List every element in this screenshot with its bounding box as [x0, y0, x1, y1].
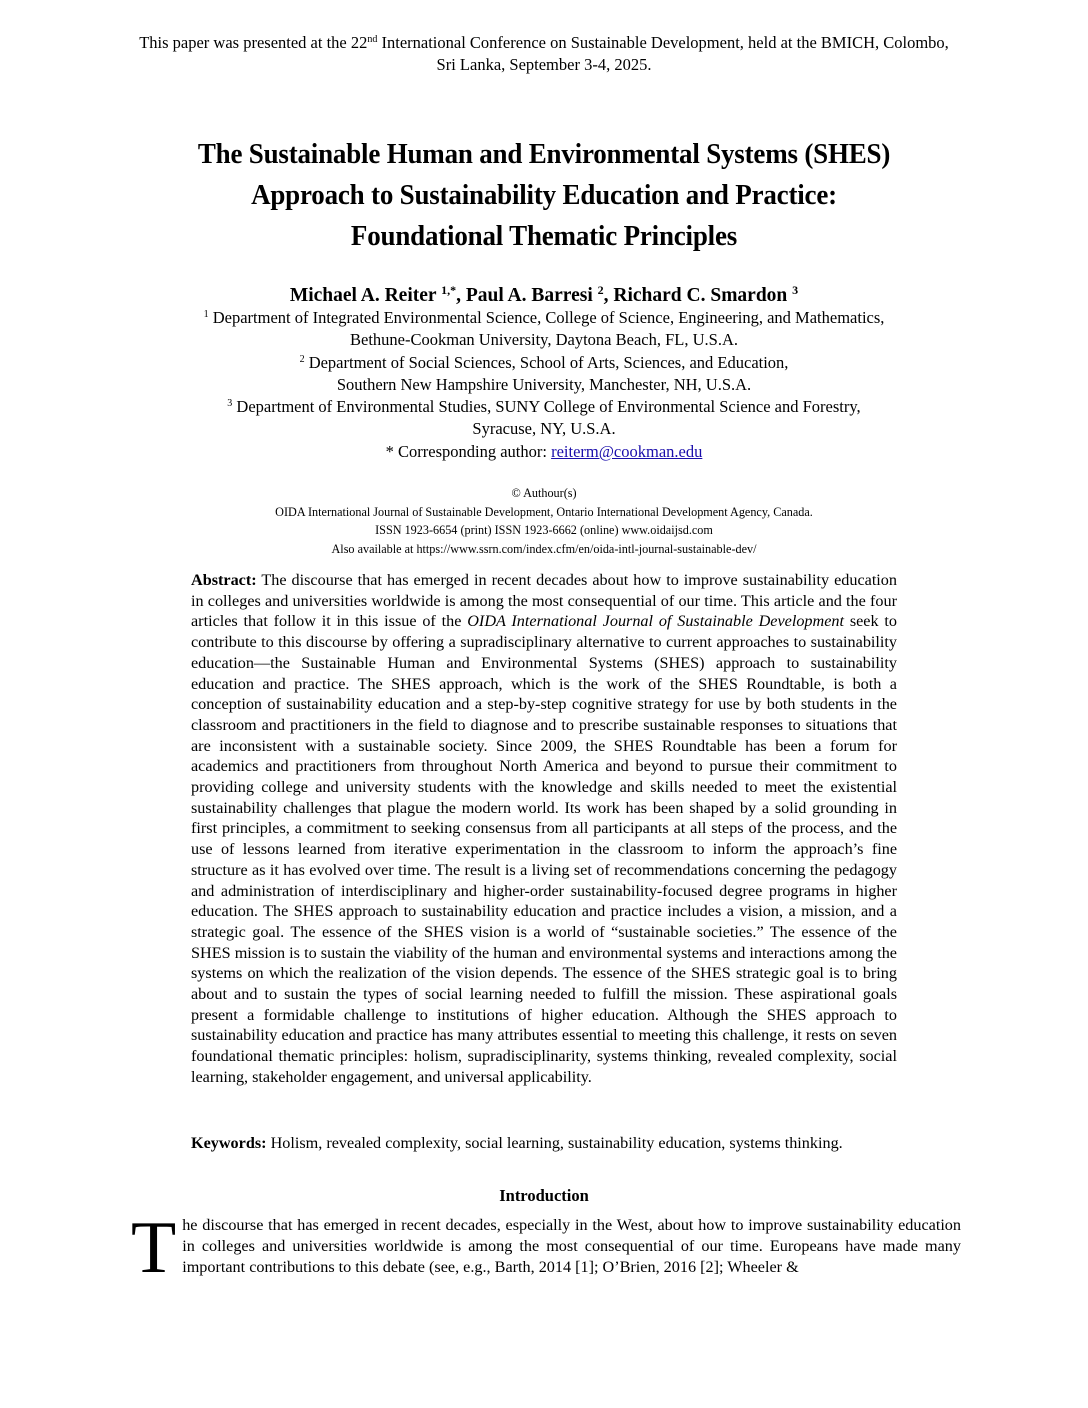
copyright-line: © Authour(s) [511, 486, 577, 500]
affiliation-text: Department of Social Sciences, School of Arts, Sciences, and Education, [308, 352, 789, 372]
keywords [191, 1133, 897, 1154]
author-list: Michael A. Reiter $^{1,*}$, Paul A. Barresi $^2$, Richard C. Smardon $^3$ [289, 283, 799, 306]
affiliations [130, 307, 958, 463]
paper-title [122, 134, 966, 257]
title-line-3: Foundational Thematic Principles [350, 220, 738, 252]
ordinal-superscript: nd [367, 34, 378, 45]
abstract [191, 570, 897, 1088]
copyright-block [130, 484, 958, 558]
affiliation-marker: 1 [203, 309, 209, 320]
affiliation-1-location: Bethune-Cookman University, Daytona Beach, FL, U.S.A. [350, 330, 738, 350]
corresponding-email-link[interactable]: reiterm@cookman.edu [551, 441, 703, 461]
affiliation-1 [130, 307, 958, 329]
drop-cap: T [131, 1207, 177, 1289]
issn-line: ISSN 1923-6654 (print) ISSN 1923-6662 (online) www.oidaijsd.com [375, 523, 713, 537]
affiliation-2 [130, 352, 958, 374]
title-line-1: The Sustainable Human and Environmental Systems (SHES) [197, 138, 891, 170]
affiliation-text: Department of Integrated Environmental Science, College of Science, Engineering, and Mathematics, [212, 308, 885, 327]
keywords-text: Holism, revealed complexity, social learning, sustainability education, systems thinking. [266, 1134, 843, 1152]
author-affiliation-marker: 2 [597, 283, 604, 297]
author-affiliation-marker: 1,* [441, 283, 457, 297]
abstract-text-continued: seek to contribute to this discourse by offering a supradisciplinary alternative to current approaches to sustainability education—the Sustainable Human and Environmental Systems (SHES) approach to sustainability education and practice. The SHES approach, which is the work of the SHES Roundtable, is both a conception of sustainability education and a step-by-step cognitive strategy for use by both students in the classroom and practitioners in the field to diagnose and to prescribe sustainable responses to situations that are inconsistent with a sustainable society. Since 2009, the SHES Roundtable has been a forum for academics and practitioners from throughout North America and beyond to pursue their commitment to providing college and university students with the knowledge and skills needed to meet the existential sustainability challenges that plague the modern world. Its work has been shaped by a solid grounding in first principles, a commitment to seeking consensus from all participants at all steps of the process, and the use of lessons learned from iterative experimentation in the classroom to inform the approach’s fine structure as it has evolved over time. The result is a living set of recommendations concerning the pedagogy and administration of interdisciplinary and higher-order sustainability-focused degree programs in higher education. The SHES approach to sustainability education and practice includes a vision, a mission, and a strategic goal. The essence of the SHES vision is a world of “sustainable societies.” The essence of the SHES mission is to sustain the viability of the human and environmental systems and interactions among the systems on which the realization of the vision depends. The essence of the SHES strategic goal is to bring about and to sustain the types of social learning needed to fulfill the mission. These aspirational goals present a formidable challenge to institutions of higher education. Although the SHES approach to sustainability education and practice has many attributes essential to meeting this challenge, it rests on seven foundational thematic principles: holism, supradisciplinarity, systems thinking, revealed complexity, social learning, stakeholder engagement, and universal applicability. [191, 612, 897, 1086]
affiliation-text: Department of Environmental Studies, SUNY College of Environmental Science and Forestry, [236, 397, 861, 417]
availability-line: Also available at https://www.ssrn.com/index.cfm/en/oida-intl-journal-sustainable-dev/ [331, 541, 757, 556]
section-heading-introduction: Introduction [499, 1186, 589, 1205]
author-affiliation-marker: 3 [792, 283, 799, 297]
affiliation-3-location: Syracuse, NY, U.S.A. [472, 419, 616, 439]
corresponding-author [130, 441, 958, 463]
corresponding-author-label: * Corresponding author: [385, 441, 552, 461]
author-name: Paul A. Barresi [465, 285, 593, 306]
journal-name-italic: OIDA International Journal of Sustainable Development [467, 612, 844, 631]
introduction-paragraph [131, 1207, 961, 1289]
conference-note-text: This paper was presented at the 22 [139, 33, 368, 52]
affiliation-marker: 3 [227, 398, 233, 410]
keywords-label: Keywords: [191, 1134, 267, 1152]
author-name: Michael A. Reiter [289, 285, 437, 306]
affiliation-marker: 2 [299, 353, 305, 365]
title-line-2: Approach to Sustainability Education and Practice: [251, 179, 837, 211]
conference-note [130, 32, 958, 76]
author-name: Richard C. Smardon [613, 285, 788, 306]
conference-note-text-rest: International Conference on Sustainable Development, held at the BMICH, Colombo, Sri Lanka, September 3-4, 2025. [377, 33, 949, 74]
affiliation-3 [130, 396, 958, 418]
journal-line: OIDA International Journal of Sustainable Development, Ontario International Development Agency, Canada. [275, 504, 813, 519]
introduction-text: he discourse that has emerged in recent decades, especially in the West, about how to improve sustainability education in colleges and universities worldwide is among the most consequential of our time. Europeans have made many important contributions to this debate (see, e.g., Barth, 2014 [1]; O’Brien, 2016 [2]; Wheeler & [182, 1216, 961, 1276]
affiliation-2-location: Southern New Hampshire University, Manchester, NH, U.S.A. [336, 374, 752, 394]
abstract-text: The discourse that has emerged in recent decades about how to improve sustainability education in colleges and universities worldwide is among the most consequential of our time. This article and the four articles that follow it in this issue of the [191, 571, 897, 631]
abstract-label: Abstract: [191, 571, 257, 589]
